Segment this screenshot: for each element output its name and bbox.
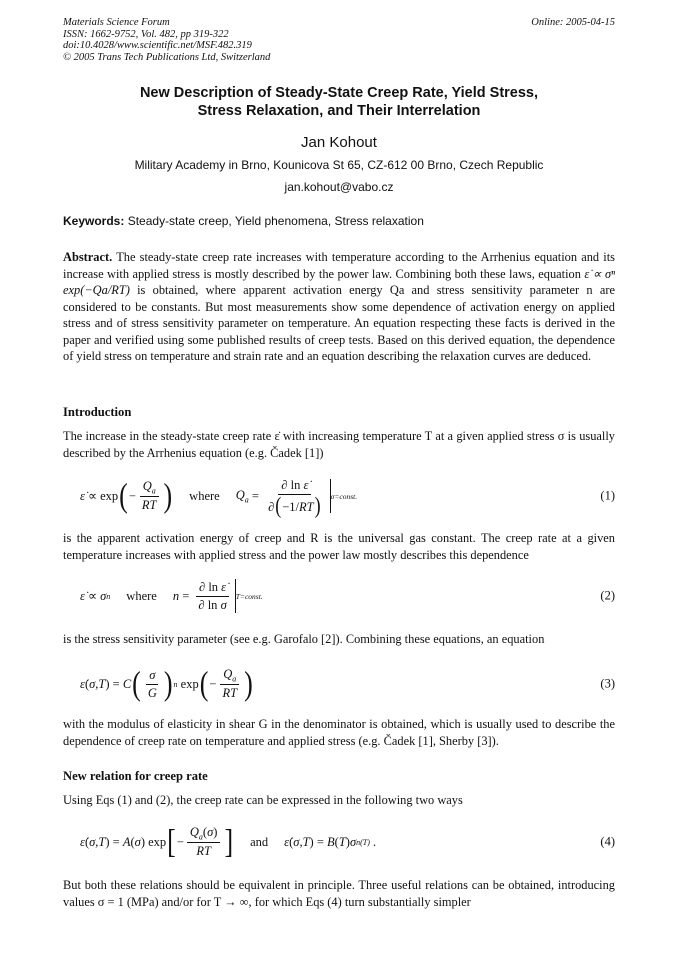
eq2-number: (2) [600, 588, 615, 603]
eq3-number: (3) [600, 676, 615, 691]
abstract-text-1: The steady-state creep rate increases with temperature according to the Arrhenius equation and its increase with applied stress is mostly described by the power law. Combining both these laws, equation [63, 250, 616, 281]
keywords-label: Keywords: [63, 214, 125, 228]
title-line-2: Stress Relaxation, and Their Interrelation [197, 103, 481, 119]
keywords [63, 214, 615, 228]
heading-new-relation: New relation for creep rate [63, 769, 208, 783]
eq2-subscript: T=const. [235, 591, 263, 601]
email-link[interactable]: jan.kohout@vabo.cz [284, 180, 394, 194]
equation-4: ε̇ ( σ , T ) = A ( σ ) exp [ − $\frac{Q_a(\sigma)}{RT}$ ] and ε̇ ( σ , T ) = B ( T ) σ n(T) . (4) [80, 822, 615, 861]
abstract [63, 249, 615, 365]
journal-name: Materials Science Forum [63, 17, 170, 28]
new-paragraph-1: Using Eqs (1) and (2), the creep rate can be expressed in the following two ways [63, 793, 463, 807]
abstract-text-2: is obtained, where apparent activation energy Qa and stress sensitivity parameter n are considered to be constants. But most measurements show some dependence of activation energy on applied stress and of stress sensitivity parameter on temperature. An equation respecting these facts is derived in the paper and verified using some published results of creep tests. Based on this derived equation, the dependence of yield stress on temperature and strain rate and an equation describing the relaxation curves are deduced. [63, 283, 615, 363]
eq2-where: where [126, 588, 157, 603]
equation-1: ε̇ ∝ exp ( − $\frac{Q_a}{RT}$ ) where $Q_a$ = $\frac{\text{∂ ln ε̇}}{\partial(-1/RT)}$ σ=const. (1) [80, 476, 615, 518]
online-date: Online: 2005-04-15 [531, 17, 615, 28]
abstract-equation: ε̇ ∝ σⁿ exp(−Qa/RT) [63, 266, 615, 297]
keywords-text: Steady-state creep, Yield phenomena, Stress relaxation [127, 214, 424, 228]
eq4-number: (4) [600, 834, 615, 849]
eq1-number: (1) [600, 488, 615, 503]
heading-introduction: Introduction [63, 405, 132, 419]
eq4-and: and [250, 834, 269, 849]
equation-2: ε̇ ∝ σ n where n = $\frac{\text{∂ ln ε̇}}{\text{∂ ln σ}}$ T=const. (2) [80, 579, 615, 612]
intro-paragraph-4: with the modulus of elasticity in shear G in the denominator is obtained, which is usually used to describe the dependence of creep rate on temperature and applied stress (e.g. Čadek [1], Sherby [3]). [63, 717, 615, 748]
page-header [63, 17, 615, 63]
intro-paragraph-3: is the stress sensitivity parameter (see e.g. Garofalo [2]). Combining these equations, an equation [63, 632, 545, 646]
issn: ISSN: 1662-9752, Vol. 482, pp 319-322 [63, 28, 229, 40]
author: Jan Kohout [301, 134, 377, 151]
affiliation: Military Academy in Brno, Kounicova St 65, CZ-612 00 Brno, Czech Republic [134, 158, 544, 172]
copyright: © 2005 Trans Tech Publications Ltd, Switzerland [63, 51, 271, 63]
title-line-1: New Description of Steady-State Creep Rate, Yield Stress, [139, 85, 539, 101]
intro-paragraph-2: is the apparent activation energy of creep and R is the universal gas constant. The creep rate at a given temperature increases with applied stress and the power law mostly describes this dependence [63, 531, 615, 562]
intro-paragraph-1: The increase in the steady-state creep rate ε̇ with increasing temperature T at a given applied stress σ is usually described by the Arrhenius equation (e.g. Čadek [1]) [63, 429, 615, 460]
new-paragraph-2: But both these relations should be equivalent in principle. Three useful relations can be obtained, introducing values σ = 1 (MPa) and/or for T → ∞, for which Eqs (4) turn substantially simpler [63, 878, 615, 909]
equation-3: ε̇ ( σ , T ) = C ( $\frac{\sigma}{G}$ ) n exp ( − $\frac{Q_a}{RT}$ ) (3) [80, 664, 615, 703]
doi: doi:10.4028/www.scientific.net/MSF.482.319 [63, 40, 252, 51]
eq1-subscript: σ=const. [330, 491, 358, 501]
eq1-where: where [189, 488, 220, 503]
paper-title [63, 84, 615, 120]
abstract-label: Abstract. [63, 250, 113, 264]
